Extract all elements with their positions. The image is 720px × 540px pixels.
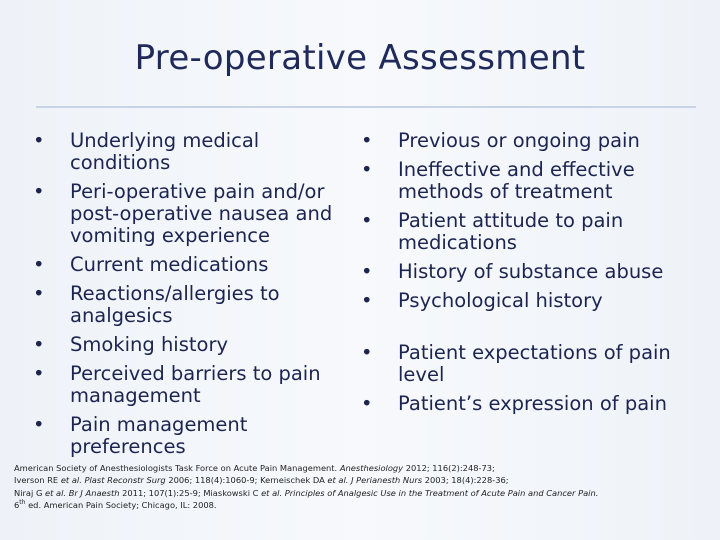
reference-text: ed. American Pain Society; Chicago, IL: 2008. <box>28 499 217 510</box>
reference-text: 2011; 107(1):25-9; Miaskowski C <box>122 487 259 498</box>
list-item <box>356 342 706 386</box>
reference-text: 2006; 118(4):1060-9; Kerneischek DA <box>168 475 325 486</box>
list-item <box>28 130 348 174</box>
reference-text: American Society of Anesthesiologists Task Force on Acute Pain Management. <box>14 463 338 473</box>
list-item-text: Psychological history <box>398 289 603 312</box>
reference-text: Iverson RE <box>14 475 59 486</box>
references <box>14 462 714 511</box>
bullet-icon: • <box>361 158 373 181</box>
list-item-text: Underlying medical conditions <box>70 129 260 174</box>
list-item-text: Patient’s expression of pain <box>398 392 667 415</box>
list-item-text: History of substance abuse <box>398 260 664 283</box>
list-item <box>28 334 348 356</box>
list-item-text: Peri-operative pain and/or post-operative nausea and vomiting experience <box>70 180 333 247</box>
reference-text: 2003; 18(4):228-36; <box>424 475 509 486</box>
right-bullet-list <box>356 130 706 422</box>
reference-journal: et al. Plast Reconstr Surg <box>60 475 166 486</box>
list-item <box>356 261 706 283</box>
list-item-text: Perceived barriers to pain management <box>70 362 321 407</box>
bullet-icon: • <box>33 282 45 305</box>
list-item <box>356 130 706 152</box>
bullet-icon: • <box>361 341 373 364</box>
bullet-icon: • <box>361 260 373 283</box>
list-item-text: Pain management preferences <box>70 413 248 458</box>
bullet-icon: • <box>33 333 45 356</box>
reference-text: 6 <box>14 499 20 510</box>
reference-superscript: th <box>19 499 26 507</box>
list-item <box>356 210 706 254</box>
reference-text: 2012; 116(2):248-73; <box>405 463 495 473</box>
slide-title: Pre-operative Assessment <box>134 38 586 78</box>
reference-book-title: et al. Principles of Analgesic Use in the Treatment of Acute Pain and Cancer Pain. <box>261 487 599 498</box>
list-item <box>28 283 348 327</box>
list-item <box>356 159 706 203</box>
list-item-text: Patient attitude to pain medications <box>398 209 624 254</box>
list-item-text: Previous or ongoing pain <box>398 129 640 152</box>
bullet-icon: • <box>33 413 45 436</box>
reference-journal: Anesthesiology <box>339 463 404 473</box>
reference-line <box>14 499 714 511</box>
list-item <box>28 363 348 407</box>
left-bullet-list <box>28 130 348 465</box>
bullet-icon: • <box>361 289 373 312</box>
list-item-text: Smoking history <box>70 333 229 356</box>
bullet-icon: • <box>33 253 45 276</box>
list-item <box>28 181 348 247</box>
list-item <box>356 393 706 415</box>
list-item-text: Ineffective and effective methods of treatment <box>398 158 635 203</box>
list-item-text: Reactions/allergies to analgesics <box>70 282 280 327</box>
reference-journal: et al. Br J Anaesth <box>45 487 120 498</box>
reference-journal: et al. J Perianesth Nurs <box>327 475 423 486</box>
bullet-icon: • <box>361 392 373 415</box>
title-divider <box>36 106 696 108</box>
list-item <box>28 414 348 458</box>
reference-line <box>14 487 714 499</box>
list-item <box>28 254 348 276</box>
list-item-text: Patient expectations of pain level <box>398 341 671 386</box>
bullet-icon: • <box>33 362 45 385</box>
list-item-text: Current medications <box>70 253 269 276</box>
bullet-icon: • <box>361 129 373 152</box>
bullet-icon: • <box>33 180 45 203</box>
reference-text: Niraj G <box>14 487 43 498</box>
bullet-icon: • <box>361 209 373 232</box>
reference-line <box>14 462 714 474</box>
list-item <box>356 290 706 312</box>
bullet-icon: • <box>33 129 45 152</box>
reference-line <box>14 474 714 486</box>
